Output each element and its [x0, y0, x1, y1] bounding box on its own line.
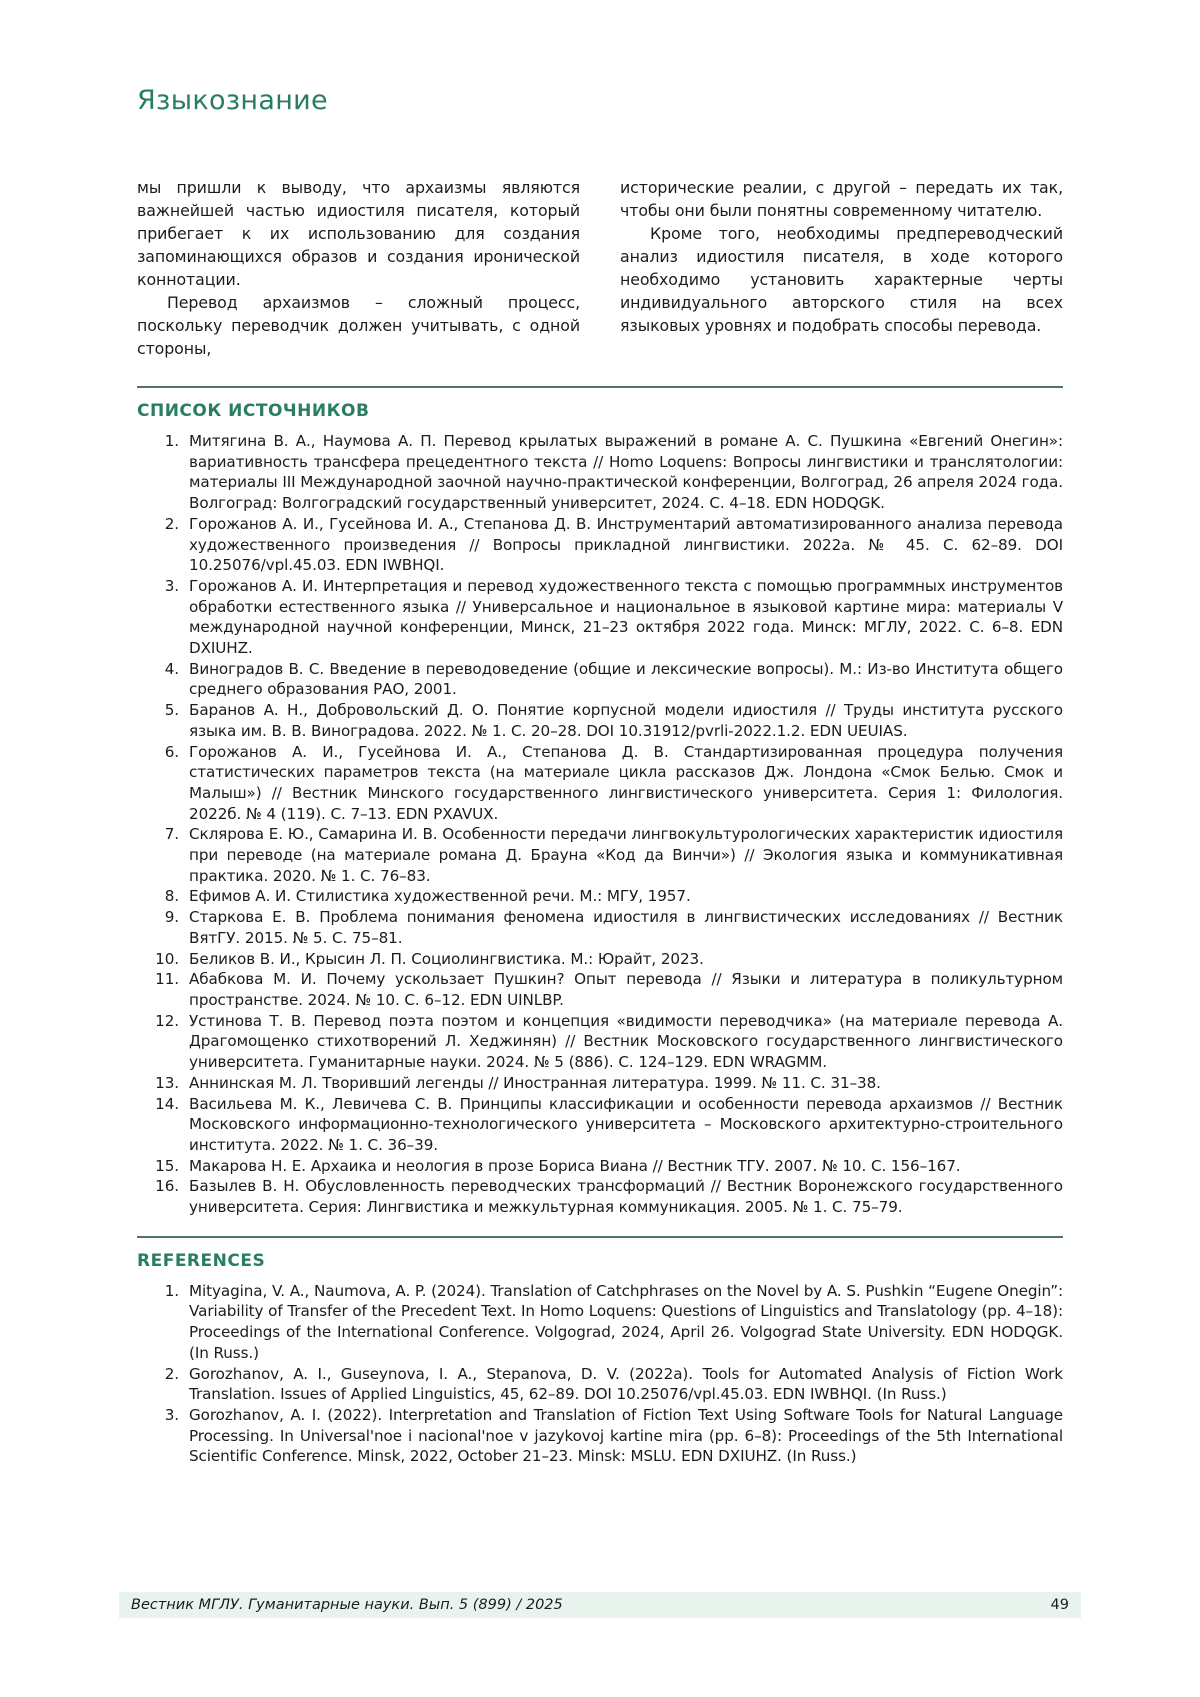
source-item: Устинова Т. В. Перевод поэта поэтом и концепция «видимости переводчика» (на материале перевода А. Драгомощенко стихотворений Л. Хеджинян) // Вестник Московского государственного лингвистического университета. Гуманитарные науки. 2024. № 5 (886). С. 124–129. EDN WRAGMM. — [189, 1011, 1063, 1072]
source-item: Беликов В. И., Крысин Л. П. Социолингвистика. М.: Юрайт, 2023. — [189, 949, 704, 968]
page-number: 49 — [1050, 1597, 1069, 1613]
sources-list — [137, 431, 1063, 1218]
source-item: Абабкова М. И. Почему ускользает Пушкин? Опыт перевода // Языки и литература в поликультурном пространстве. 2024. № 10. С. 6–12. EDN UINLBP. — [189, 970, 1063, 1009]
intro-right-column — [620, 176, 1063, 360]
page-title: Языкознание — [137, 85, 328, 116]
intro-left-column — [137, 176, 580, 360]
journal-info: Вестник МГЛУ. Гуманитарные науки. Вып. 5 (899) / 2025 — [131, 1597, 563, 1613]
source-item: Горожанов А. И., Гусейнова И. А., Степанова Д. В. Инструментарий автоматизированного анализа перевода художественного произведения // Вопросы прикладной лингвистики. 2022a. № 45. С. 62–89. DOI 10.25076/vpl.45.03. EDN IWBHQI. — [189, 514, 1063, 575]
source-item: Старкова Е. В. Проблема понимания феномена идиостиля в лингвистических исследованиях // Вестник ВятГУ. 2015. № 5. С. 75–81. — [189, 908, 1063, 947]
source-item: Макарова Н. Е. Архаика и неология в прозе Бориса Виана // Вестник ТГУ. 2007. № 10. С. 156–167. — [189, 1156, 961, 1175]
page-footer — [119, 1592, 1081, 1618]
source-item: Горожанов А. И. Интерпретация и перевод художественного текста с помощью программных инструментов обработки естественного языка // Универсальное и национальное в языковой картине мира: материалы V международной научной конференции, Минск, 21–23 октября 2022 года. Минск: МГЛУ, 2022. С. 6–8. EDN DXIUHZ. — [189, 576, 1063, 658]
paragraph: Перевод архаизмов – сложный процесс, поскольку переводчик должен учитывать, с одной стороны, — [137, 293, 580, 358]
source-item: Ефимов А. И. Стилистика художественной речи. М.: МГУ, 1957. — [189, 887, 691, 906]
source-item: Баранов А. Н., Добровольский Д. О. Понятие корпусной модели идиостиля // Труды института русского языка им. В. В. Виноградова. 2022. № 1. С. 20–28. DOI 10.31912/pvrli-2022.1.2. EDN UEUIAS. — [189, 701, 1063, 740]
section-divider — [137, 1236, 1063, 1238]
source-item: Горожанов А. И., Гусейнова И. А., Степанова Д. В. Стандартизированная процедура получения статистических параметров текста (на материале цикла рассказов Дж. Лондона «Смок Белью. Смок и Малыш») // Вестник Минского государственного лингвистического университета. Серия 1: Филология. 2022б. № 4 (119). С. 7–13. EDN PXAVUX. — [189, 742, 1063, 823]
source-item: Васильева М. К., Левичева С. В. Принципы классификации и особенности перевода архаизмов // Вестник Московского информационно-технологического университета – Московского архитектурно-строительного института. 2022. № 1. С. 36–39. — [189, 1094, 1063, 1154]
source-item: Виноградов В. С. Введение в переводоведение (общие и лексические вопросы). М.: Из-во Института общего среднего образования РАО, 2001. — [189, 659, 1063, 699]
source-item: Склярова Е. Ю., Самарина И. В. Особенности передачи лингвокультурологических характеристик идиостиля при переводе (на материале романа Д. Брауна «Код да Винчи») // Экология языка и коммуникативная практика. 2020. № 1. С. 76–83. — [189, 825, 1063, 885]
reference-item: Gorozhanov, A. I., Guseynova, I. A., Stepanova, D. V. (2022a). Tools for Automated Analysis of Fiction Work Translation. Issues of Applied Linguistics, 45, 62–89. DOI 10.25076/vpl.45.03. EDN IWBHQI. (In Russ.) — [189, 1364, 1063, 1404]
source-item: Аннинская М. Л. Творивший легенды // Иностранная литература. 1999. № 11. С. 31–38. — [189, 1073, 881, 1092]
paragraph: мы пришли к выводу, что архаизмы являются важнейшей частью идиостиля писателя, который прибегает к их использованию для создания запоминающихся образов и создания иронической коннотации. — [137, 178, 580, 289]
paragraph: Кроме того, необходимы предпереводческий анализ идиостиля писателя, в ходе которого необходимо установить характерные черты индивидуального авторского стиля на всех языковых уровнях и подобрать способы перевода. — [620, 224, 1063, 335]
source-item: Базылев В. Н. Обусловленность переводческих трансформаций // Вестник Воронежского государственного университета. Серия: Лингвистика и межкультурная коммуникация. 2005. № 1. С. 75–79. — [189, 1177, 1063, 1217]
references-list — [137, 1281, 1063, 1467]
source-item: Митягина В. А., Наумова А. П. Перевод крылатых выражений в романе А. С. Пушкина «Евгений Онегин»: вариативность трансфера прецедентного текста // Homo Loquens: Вопросы лингвистики и транслятологии: материалы III Международной заочной научно-практической конференции, Волгоград, 26 апреля 2024 года. Волгоград: Волгоградский государственный университет, 2024. С. 4–18. EDN HODQGK. — [189, 432, 1063, 513]
reference-item: Gorozhanov, A. I. (2022). Interpretation and Translation of Fiction Text Using Software Tools for Natural Language Processing. In Universal'noe i nacional'noe v jazykovoj kartine mira (pp. 6–8): Proceedings of the 5th International Scientific Conference. Minsk, 2022, October 21–23. Minsk: MSLU. EDN DXIUHZ. (In Russ.) — [189, 1405, 1063, 1466]
reference-item: Mityagina, V. A., Naumova, A. P. (2024). Translation of Catchphrases on the Novel by A. S. Pushkin “Eugene Onegin”: Variability of Transfer of the Precedent Text. In Homo Loquens: Questions of Linguistics and Translatology (pp. 4–18): Proceedings of the International Conference. Volgograd, 2024, April 26. Volgograd State University. EDN HODQGK. (In Russ.) — [189, 1281, 1063, 1362]
section-divider — [137, 386, 1063, 388]
intro-columns — [137, 176, 1063, 360]
sources-heading: СПИСОК ИСТОЧНИКОВ — [137, 401, 370, 421]
references-heading: REFERENCES — [137, 1250, 266, 1271]
paragraph: исторические реалии, с другой – передать их так, чтобы они были понятны современному читателю. — [620, 178, 1063, 220]
